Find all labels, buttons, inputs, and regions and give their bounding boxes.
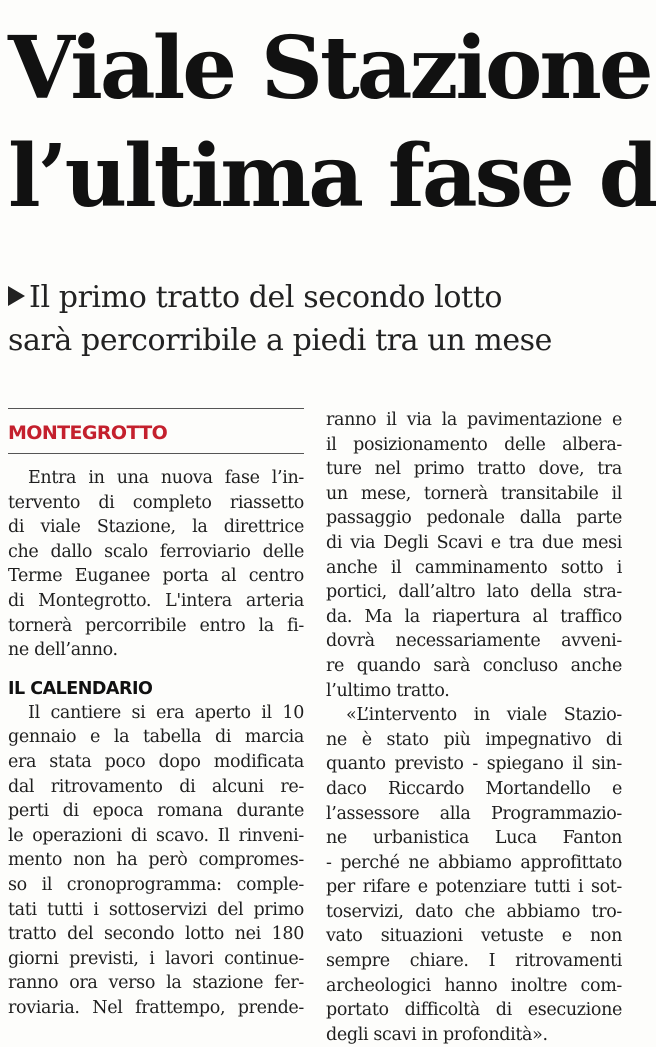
- top-rule: [8, 408, 304, 409]
- text-line: di via Degli Scavi e tra due mesi: [326, 532, 622, 553]
- location-kicker: MONTEGROTTO: [8, 422, 168, 444]
- text-line: «L’intervento in viale Stazio-: [346, 705, 622, 726]
- headline-line-1: Viale Stazione: [8, 18, 651, 119]
- text-line: di viale Stazione, la direttrice: [8, 517, 304, 538]
- text-line: ranno il via la pavimentazione e: [326, 410, 622, 430]
- text-line: tratto del secondo lotto nei 180: [8, 924, 304, 945]
- calendar-paragraph: [8, 701, 304, 1021]
- text-line: le operazioni di scavo. Il rinveni-: [8, 825, 304, 846]
- text-line: degli scavi in profondità».: [326, 1024, 548, 1045]
- text-line: per rifare e potenziare tutti i sot-: [326, 877, 622, 898]
- text-line: so il cronoprogramma: comple-: [8, 874, 304, 895]
- text-line: gennaio e la tabella di marcia: [8, 727, 304, 748]
- text-line: tornerà percorribile entro la fi-: [8, 615, 304, 636]
- headline-line-2: l’ultima fase d: [8, 126, 656, 227]
- text-line: dovrà necessariamente avveni-: [326, 631, 622, 652]
- text-line: tati tutti i sottoservizi del primo: [8, 899, 304, 920]
- text-line: quanto previsto - spiegano il sin-: [326, 754, 622, 775]
- text-line: mento non ha però compromes-: [8, 850, 304, 871]
- text-line: che dallo scalo ferroviario delle: [8, 541, 304, 562]
- text-line: Il cantiere si era aperto il 10: [28, 702, 304, 723]
- text-line: roviaria. Nel frattempo, prende-: [8, 997, 304, 1018]
- text-line: - perché ne abbiamo approfittato: [326, 852, 622, 873]
- kicker-rule: [8, 453, 304, 454]
- text-line: l’assessore alla Programmazio-: [326, 803, 622, 824]
- text-line: ne urbanistica Luca Fanton: [326, 828, 622, 849]
- text-line: archeologici hanno inoltre com-: [326, 975, 622, 996]
- text-line: era stata poco dopo modificata: [8, 751, 304, 772]
- subheadline-line-1: Il primo tratto del secondo lotto: [8, 276, 628, 319]
- text-line: l’ultimo tratto.: [326, 680, 450, 701]
- text-line: ne dell’anno.: [8, 640, 118, 661]
- text-line: un mese, tornerà transitabile il: [326, 483, 622, 504]
- section-heading: IL CALENDARIO: [8, 678, 153, 699]
- text-line: daco Riccardo Mortandello e: [326, 778, 622, 799]
- text-line: dal ritrovamento di alcuni re-: [8, 776, 304, 797]
- text-line: passaggio pedonale dalla parte: [326, 508, 622, 529]
- text-line: il posizionamento delle albera-: [326, 434, 622, 455]
- text-line: Entra in una nuova fase l’in-: [28, 468, 304, 488]
- text-line: sempre chiare. I ritrovamenti: [326, 951, 622, 972]
- text-line: giorni previsti, i lavori continue-: [8, 948, 304, 969]
- article-column-2: [326, 408, 622, 1047]
- text-line: Terme Euganee porta al centro: [8, 566, 304, 587]
- text-line: anche il camminamento sotto i: [326, 557, 622, 578]
- text-line: di Montegrotto. L'intera arteria: [8, 590, 304, 611]
- text-line: ranno ora verso la stazione fer-: [8, 973, 304, 994]
- text-line: re quando sarà concluso anche: [326, 655, 622, 676]
- intro-paragraph: [8, 466, 304, 663]
- subheadline: [8, 276, 628, 362]
- subheadline-line-2: sarà percorribile a piedi tra un mese: [8, 323, 553, 358]
- text-line: perti di epoca romana durante: [8, 801, 304, 822]
- text-line: vato situazioni vetuste e non: [326, 926, 622, 947]
- quote-paragraph: [326, 703, 622, 1047]
- text-line: toservizi, dato che abbiamo tro-: [326, 901, 622, 922]
- triangle-bullet-icon: [8, 286, 25, 306]
- text-line: portato difficoltà di esecuzione: [326, 1000, 622, 1021]
- calendar-paragraph-continued: [326, 408, 622, 703]
- text-line: ne è stato più impegnativo di: [326, 729, 622, 750]
- text-line: portici, dall’altro lato della stra-: [326, 582, 622, 603]
- text-line: tervento di completo riassetto: [8, 492, 304, 513]
- article-column-1: [8, 408, 304, 1020]
- text-line: da. Ma la riapertura al traffico: [326, 606, 622, 627]
- text-line: ture nel primo tratto dove, tra: [326, 459, 622, 480]
